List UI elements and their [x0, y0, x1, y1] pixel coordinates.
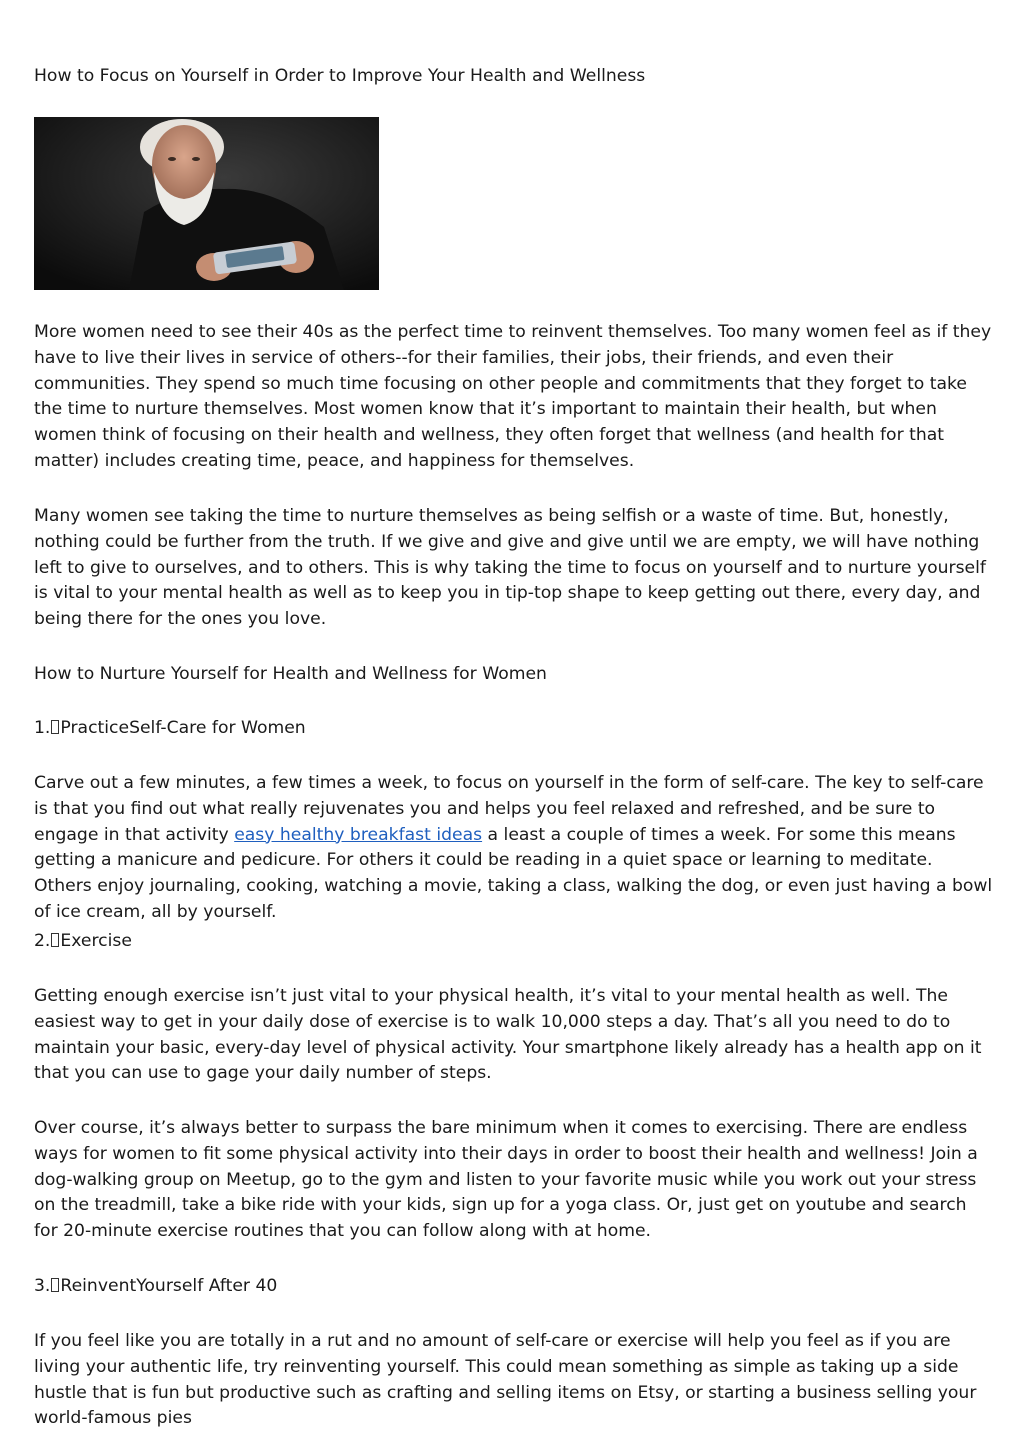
missing-glyph-icon	[51, 933, 59, 947]
item-heading-2	[34, 929, 994, 955]
item-number-2: 2.	[34, 931, 51, 951]
item-title-3b: Yourself After 40	[136, 1276, 278, 1296]
paragraph-exercise-more: Over course, it’s always better to surpass the bare minimum when it comes to exercising. There are endless ways for women to fit some physical activity into their days in order to boost their health and wellness! Join a dog-walking group on Meetup, go to the gym and listen to your favorite music while you work out your stress on the treadmill, take a bike ride with your kids, sign up for a yoga class. Or, just get on youtube and search for 20-minute exercise routines that you can follow along with at home.	[34, 1118, 978, 1242]
paragraph-self-care-text-a: Carve out a few minutes, a few times a week, to focus on yourself in the form of self-care. The key to self-care is that you find out what really rejuvenates you and helps you feel relaxed and refreshed, and be sure to engage in that activity	[34, 773, 984, 845]
item-title-2: Exercise	[60, 931, 132, 951]
item-title-3a: Reinvent	[60, 1276, 137, 1296]
missing-glyph-icon	[51, 1278, 59, 1292]
article-title: How to Focus on Yourself in Order to Improve Your Health and Wellness	[34, 66, 646, 86]
item-number-1: 1.	[34, 718, 51, 738]
item-heading-1	[34, 716, 994, 742]
paragraph-exercise: Getting enough exercise isn’t just vital to your physical health, it’s vital to your mental health as well. The easiest way to get in your daily dose of exercise is to walk 10,000 steps a day. That’s all you need to do to maintain your basic, every-day level of physical activity. Your smartphone likely already has a health app on it that you can use to gage your daily number of steps.	[34, 986, 982, 1084]
item-number-3: 3.	[34, 1276, 51, 1296]
paragraph-reinvent: If you feel like you are totally in a rut and no amount of self-care or exercise will help you feel as if you are living your authentic life, try reinventing yourself. This could mean something as simple as taking up a side hustle that is fun but productive such as crafting and selling items on Etsy, or starting a business selling your world-famous pies	[34, 1331, 977, 1429]
missing-glyph-icon	[51, 720, 59, 734]
item-heading-3	[34, 1274, 994, 1300]
paragraph-self-care-text-b: a least a couple of times a week. For some this means getting a manicure and pedicure. For others it could be reading in a quiet space or learning to meditate. Others enjoy journaling, cooking, watching a movie, taking a class, walking the dog, or even just having a bowl of ice cream, all by yourself.	[34, 824, 993, 922]
paragraph-self-care	[34, 771, 994, 926]
breakfast-ideas-link[interactable]: easy healthy breakfast ideas	[234, 824, 483, 845]
item-title-1b: Self-Care for Women	[129, 718, 306, 738]
section-heading: How to Nurture Yourself for Health and Wellness for Women	[34, 664, 547, 684]
hero-photo	[34, 117, 379, 290]
paragraph-nurture: Many women see taking the time to nurture themselves as being selfish or a waste of time. But, honestly, nothing could be further from the truth. If we give and give and give until we are empty, we will have nothing left to give to ourselves, and to others. This is why taking the time to focus on yourself and to nurture yourself is vital to your mental health as well as to keep you in tip-top shape to keep getting out there, every day, and being there for the ones you love.	[34, 506, 986, 630]
paragraph-intro: More women need to see their 40s as the perfect time to reinvent themselves. Too many women feel as if they have to live their lives in service of others--for their families, their jobs, their friends, and even their communities. They spend so much time focusing on other people and commitments that they forget to take the time to nurture themselves. Most women know that it’s important to maintain their health, but when women think of focusing on their health and wellness, they often forget that wellness (and health for that matter) includes creating time, peace, and happiness for themselves.	[34, 322, 992, 471]
portrait-image	[34, 117, 379, 290]
item-title-1a: Practice	[60, 718, 130, 738]
